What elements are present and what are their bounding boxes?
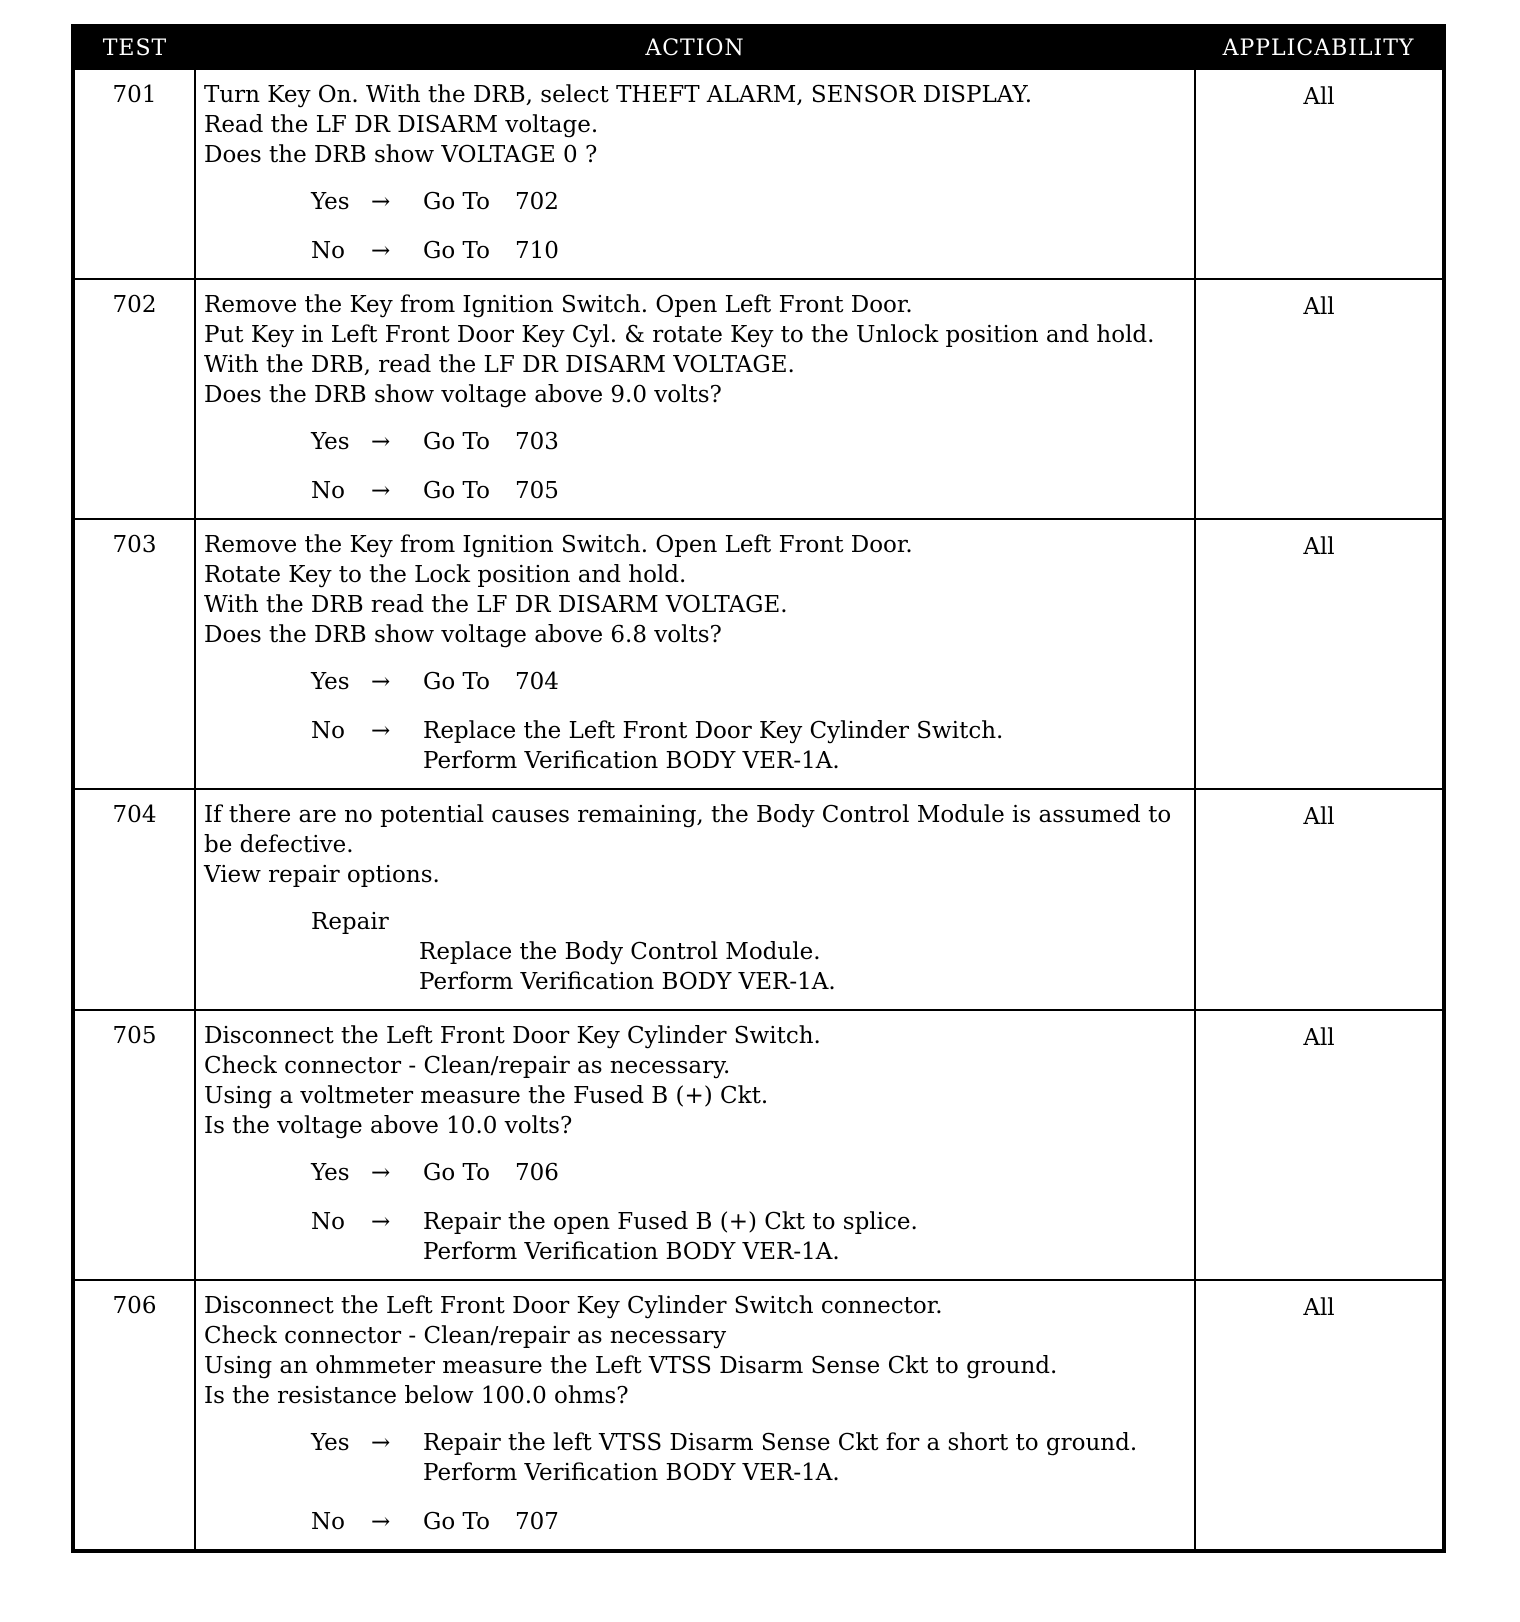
test-number: 704 [73,789,195,1010]
action-cell [195,279,1195,519]
outcome-answer: No [311,238,345,264]
outcome-item [204,1207,1188,1267]
action-text-line: Rotate Key to the Lock position and hold. [204,562,687,588]
outcome-result [423,427,559,457]
outcome-item [204,1428,1188,1488]
action-text-line: If there are no potential causes remaining, the Body Control Module is assumed to be defective. [204,802,1172,858]
outcome-item [204,667,1188,697]
action-text-line: Disconnect the Left Front Door Key Cylinder Switch connector. [204,1293,943,1319]
action-text-line: Using an ohmmeter measure the Left VTSS Disarm Sense Ckt to ground. [204,1353,1058,1379]
test-number: 702 [73,279,195,519]
arrow-icon: → [371,1209,391,1235]
table-row [73,789,1444,1010]
applicability-value: All [1195,1010,1444,1280]
header-test: TEST [73,26,195,69]
outcome-answer: Yes [311,1160,350,1186]
applicability-value: All [1195,789,1444,1010]
diagnostic-table [71,24,1446,1553]
action-text-line: Is the resistance below 100.0 ohms? [204,1383,629,1409]
header-row [73,26,1444,69]
outcome-result [423,1428,1137,1488]
arrow-icon: → [371,1430,391,1456]
arrow-icon: → [371,238,391,264]
outcome-item [204,236,1188,266]
outcome-item [204,1507,1188,1537]
arrow-icon: → [371,478,391,504]
goto-target: 705 [515,478,559,504]
outcome-result [423,187,559,217]
goto-target: 702 [515,189,559,215]
repair-instructions [311,937,1188,997]
outcome-item [204,1158,1188,1188]
action-text-line: With the DRB, read the LF DR DISARM VOLTAGE. [204,352,795,378]
action-cell [195,519,1195,789]
outcome-list [204,187,1188,266]
action-text-line: Remove the Key from Ignition Switch. Open Left Front Door. [204,532,913,558]
goto-target: 703 [515,429,559,455]
outcome-answer: No [311,1209,345,1235]
test-number: 705 [73,1010,195,1280]
repair-instruction-line: Replace the Body Control Module. [419,939,821,965]
outcome-result [423,667,559,697]
goto-label: Go To [423,478,490,504]
outcome-result-line: Perform Verification BODY VER-1A. [423,1460,840,1486]
arrow-icon: → [371,669,391,695]
table-row [73,519,1444,789]
goto-label: Go To [423,429,490,455]
outcome-answer: No [311,478,345,504]
action-text-line: Remove the Key from Ignition Switch. Open Left Front Door. [204,292,913,318]
action-text-line: Is the voltage above 10.0 volts? [204,1113,573,1139]
goto-label: Go To [423,238,490,264]
outcome-answer: No [311,718,345,744]
goto-target: 710 [515,238,559,264]
action-text-line: Using a voltmeter measure the Fused B (+) Ckt. [204,1083,769,1109]
action-cell [195,789,1195,1010]
goto-label: Go To [423,189,490,215]
action-text-line: Does the DRB show voltage above 6.8 volts? [204,622,722,648]
action-text-line: Check connector - Clean/repair as necessary. [204,1053,731,1079]
goto-label: Go To [423,1509,490,1535]
repair-options [204,907,1188,997]
outcome-answer: Yes [311,669,350,695]
test-number: 701 [73,69,195,279]
header-applicability: APPLICABILITY [1195,26,1444,69]
outcome-list [204,667,1188,776]
test-number: 706 [73,1280,195,1551]
action-text-line: Does the DRB show voltage above 9.0 volts? [204,382,722,408]
arrow-icon: → [371,1160,391,1186]
outcome-list [204,1428,1188,1537]
applicability-value: All [1195,69,1444,279]
goto-target: 704 [515,669,559,695]
table-row [73,1010,1444,1280]
action-text-line: Put Key in Left Front Door Key Cyl. & rotate Key to the Unlock position and hold. [204,322,1155,348]
arrow-icon: → [371,1509,391,1535]
action-text-line: With the DRB read the LF DR DISARM VOLTAGE. [204,592,788,618]
arrow-icon: → [371,189,391,215]
action-text-line: Check connector - Clean/repair as necessary [204,1323,727,1349]
outcome-result-line: Repair the left VTSS Disarm Sense Ckt for a short to ground. [423,1430,1138,1456]
action-text-line: View repair options. [204,862,440,888]
outcome-result [423,1158,559,1188]
outcome-answer: Yes [311,429,350,455]
applicability-value: All [1195,279,1444,519]
repair-instruction-line: Perform Verification BODY VER-1A. [419,969,836,995]
header-action: ACTION [195,26,1195,69]
outcome-result [423,1207,918,1267]
outcome-result [423,716,1003,776]
outcome-result [423,1507,559,1537]
table-row [73,279,1444,519]
arrow-icon: → [371,718,391,744]
outcome-result [423,476,559,506]
outcome-answer: No [311,1509,345,1535]
applicability-value: All [1195,519,1444,789]
outcome-item [204,427,1188,457]
action-text-line: Read the LF DR DISARM voltage. [204,112,599,138]
outcome-list [204,1158,1188,1267]
table-body [73,69,1444,1551]
outcome-result-line: Replace the Left Front Door Key Cylinder Switch. [423,718,1004,744]
table-row [73,69,1444,279]
outcome-result-line: Perform Verification BODY VER-1A. [423,748,840,774]
goto-target: 706 [515,1160,559,1186]
goto-target: 707 [515,1509,559,1535]
table-row [73,1280,1444,1551]
goto-label: Go To [423,1160,490,1186]
arrow-icon: → [371,429,391,455]
outcome-result [423,236,559,266]
action-text-line: Disconnect the Left Front Door Key Cylinder Switch. [204,1023,821,1049]
outcome-item [204,716,1188,776]
test-number: 703 [73,519,195,789]
action-cell [195,69,1195,279]
outcome-answer: Yes [311,1430,350,1456]
repair-label: Repair [311,909,389,935]
outcome-answer: Yes [311,189,350,215]
action-text-line: Does the DRB show VOLTAGE 0 ? [204,142,598,168]
outcome-list [204,427,1188,506]
action-text-line: Turn Key On. With the DRB, select THEFT ALARM, SENSOR DISPLAY. [204,82,1033,108]
outcome-result-line: Repair the open Fused B (+) Ckt to splice. [423,1209,918,1235]
action-cell [195,1010,1195,1280]
outcome-item [204,187,1188,217]
goto-label: Go To [423,669,490,695]
action-cell [195,1280,1195,1551]
outcome-item [204,476,1188,506]
applicability-value: All [1195,1280,1444,1551]
outcome-result-line: Perform Verification BODY VER-1A. [423,1239,840,1265]
